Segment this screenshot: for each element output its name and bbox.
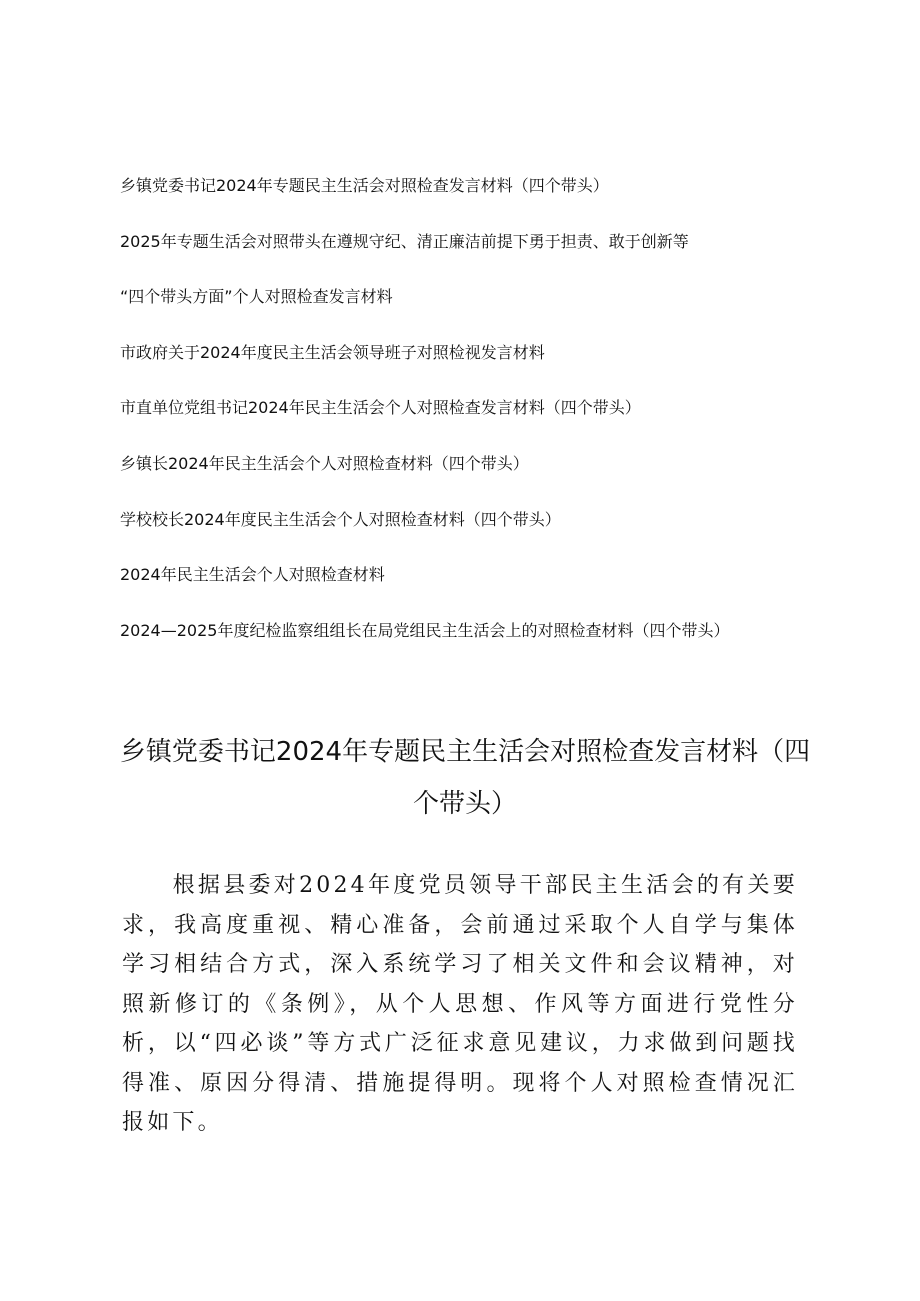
document-title: 乡镇党委书记2024年专题民主生活会对照检查发言材料（四个带头）: [119, 737, 811, 819]
toc-item[interactable]: 学校校长2024年度民主生活会个人对照检查材料（四个带头）: [120, 509, 561, 529]
toc-item[interactable]: “四个带头方面”个人对照检查发言材料: [120, 287, 393, 307]
toc-item[interactable]: 市直单位党组书记2024年民主生活会个人对照检查发言材料（四个带头）: [120, 398, 641, 418]
toc-item[interactable]: 乡镇长2024年民主生活会个人对照检查材料（四个带头）: [120, 453, 529, 473]
toc-item[interactable]: 2025年专题生活会对照带头在遵规守纪、清正廉洁前提下勇于担责、敢于创新等: [120, 231, 689, 251]
body-paragraph: 根据县委对2024年度党员领导干部民主生活会的有关要求，我高度重视、精心准备，会前通过采取个人自学与集体学习相结合方式，深入系统学习了相关文件和会议精神，对照新修订的《条例》，从个人思想、作风等方面进行党性分析，以“四必谈”等方式广泛征求意见建议，力求做到问题找得准、原因分得清、措施提得明。现将个人对照检查情况汇报如下。: [122, 873, 798, 1135]
toc-item[interactable]: 乡镇党委书记2024年专题民主生活会对照检查发言材料（四个带头）: [120, 176, 609, 195]
toc-item[interactable]: 市政府关于2024年度民主生活会领导班子对照检视发言材料: [120, 342, 545, 362]
toc-item[interactable]: 2024—2025年度纪检监察组组长在局党组民主生活会上的对照检查材料（四个带头）: [120, 620, 730, 640]
table-of-contents: [120, 172, 840, 672]
toc-item[interactable]: 2024年民主生活会个人对照检查材料: [120, 565, 385, 585]
